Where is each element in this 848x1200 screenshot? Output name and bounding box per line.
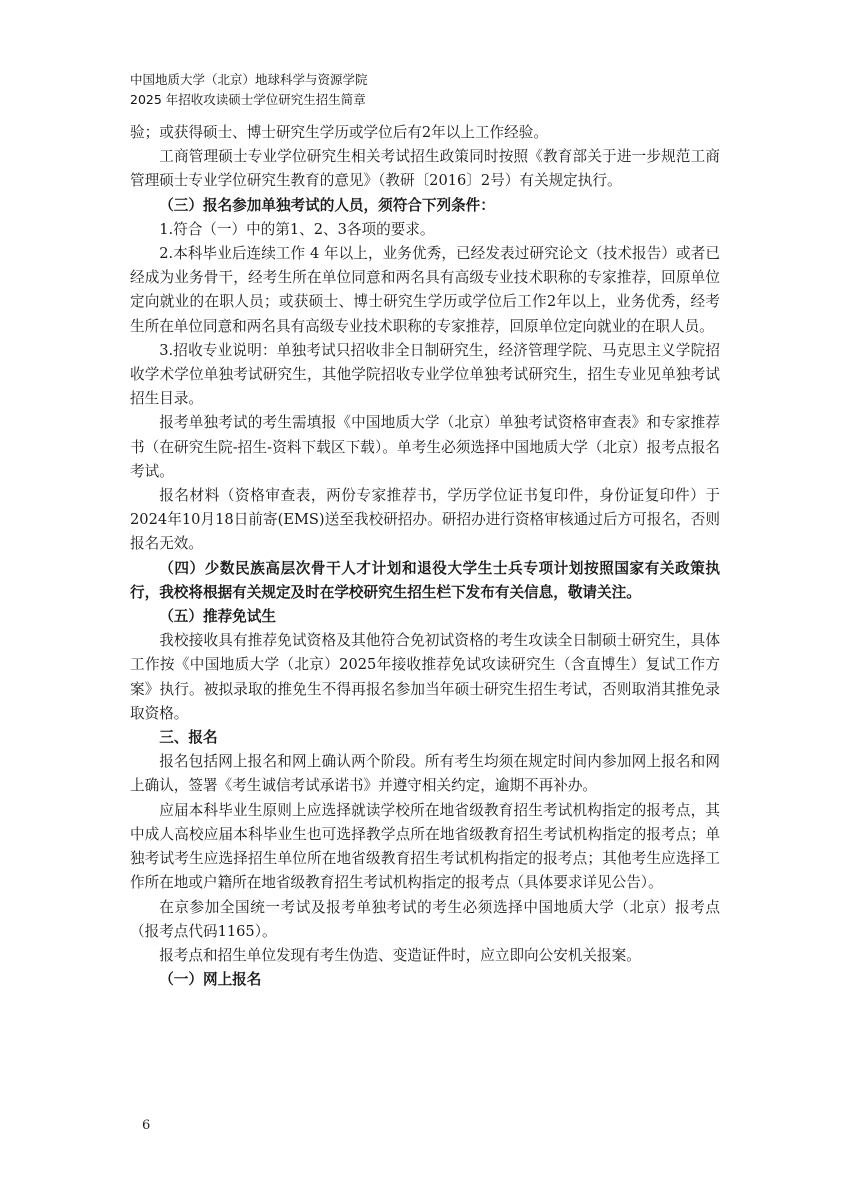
page-number: 6 [142,1118,151,1133]
paragraph: 应届本科毕业生原则上应选择就读学校所在地省级教育招生考试机构指定的报考点，其中成人高校应届本科毕业生也可选择教学点所在地省级教育招生考试机构指定的报考点；单独考试考生应选择招生单位所在地省级教育招生考试机构指定的报考点；其他考生应选择工作所在地或户籍所在地省级教育招生考试机构指定的报考点（具体要求详见公告）。 [130,801,720,892]
paragraph: 2.本科毕业后连续工作 4 年以上，业务优秀，已经发表过研究论文（技术报告）或者已经成为业务骨干，经考生所在单位同意和两名具有高级专业技术职称的专家推荐，回原单位定向就业的在职人员；或获硕士、博士研究生学历或学位后工作2年以上，业务优秀，经考生所在单位同意和两名具有高级专业技术职称的专家推荐，回原单位定向就业的在职人员。 [130,245,720,335]
paragraph: 我校接收具有推荐免试资格及其他符合免初试资格的考生攻读全日制硕士研究生，具体工作按《中国地质大学（北京）2025年接收推荐免试攻读研究生（含直博生）复试工作方案》执行。被拟录取的推免生不得再报名参加当年硕士研究生招生考试，否则取消其推免录取资格。 [130,632,720,722]
section-heading: （三）报名参加单独考试的人员，须符合下列条件： [159,196,495,214]
paragraph: 报考单独考试的考生需填报《中国地质大学（北京）单独考试资格审查表》和专家推荐书（在研究生院-招生-资料下载区下载）。单考生必须选择中国地质大学（北京）报考点报名考试。 [130,414,720,480]
section-heading: （四）少数民族高层次骨干人才计划和退役大学生士兵专项计划按照国家有关政策执行，我校将根据有关规定及时在学校研究生招生栏下发布有关信息，敬请关注。 [130,559,720,601]
header-title: 2025 年招收攻读硕士学位研究生招生简章 [130,92,366,107]
paragraph: 3.招收专业说明：单独考试只招收非全日制研究生，经济管理学院、马克思主义学院招收学术学位单独考试研究生，其他学院招收专业学位单独考试研究生，招生专业见单独考试招生目录。 [130,341,720,408]
paragraph: 报名材料（资格审查表，两份专家推荐书，学历学位证书复印件，身份证复印件）于2024年10月18日前寄(EMS)送至我校研招办。研招办进行资格审核通过后方可报名，否则报名无效。 [130,487,720,553]
paragraph: 验；或获得硕士、博士研究生学历或学位后有2年以上工作经验。 [130,124,548,141]
document-body [130,121,720,992]
paragraph: 报考点和招生单位发现有考生伪造、变造证件时，应立即向公安机关报案。 [159,946,641,964]
paragraph: 1.符合（一）中的第1、2、3各项的要求。 [159,220,435,238]
section-heading: 三、报名 [159,729,218,747]
section-heading: （五）推荐免试生 [159,608,276,626]
header-institution: 中国地质大学（北京）地球科学与资源学院 [130,72,368,87]
paragraph: 报名包括网上报名和网上确认两个阶段。所有考生均须在规定时间内参加网上报名和网上确认，签署《考生诚信考试承诺书》并遵守相关约定，逾期不再补办。 [130,753,720,795]
paragraph: 工商管理硕士专业学位研究生相关考试招生政策同时按照《教育部关于进一步规范工商管理硕士专业学位研究生教育的意见》（教研〔2016〕2号）有关规定执行。 [130,148,720,190]
paragraph: 在京参加全国统一考试及报考单独考试的考生必须选择中国地质大学（北京）报考点（报考点代码1165）。 [130,898,720,940]
page-header [130,70,368,110]
section-heading: （一）网上报名 [159,971,262,989]
